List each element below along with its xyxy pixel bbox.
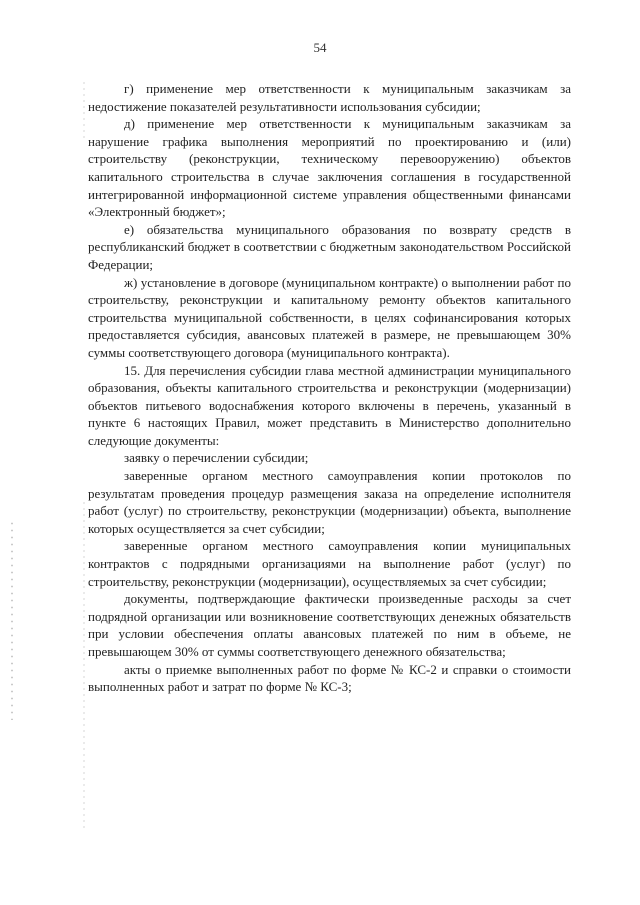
paragraph-g: г) применение мер ответственности к муниципальным заказчикам за недостижение показателей результативности использования субсидии; [88, 81, 571, 114]
list-item-expense-documents: документы, подтверждающие фактически произведенные расходы за счет подрядной организации или возникновение соответствующих денежных обязательств при условии обеспечения оплаты авансовых платежей по ним в объеме, не превышающем 30% от суммы соответствующего денежного обязательства; [88, 591, 571, 659]
page-number: 54 [313, 40, 327, 55]
list-item-contracts: заверенные органом местного самоуправления копии муниципальных контрактов с подрядными организациями на выполнение работ (услуг) по строительству, реконструкции (модернизации), осуществляемых за счет субсидии; [88, 538, 571, 589]
list-item-application: заявку о перечислении субсидии; [124, 450, 309, 466]
paragraph-15: 15. Для перечисления субсидии глава местной администрации муниципального образования, объекты капитального строительства и реконструкции (модернизации) объектов питьевого водоснабжения которого включены в перечень, указанный в пункте 6 настоящих Правил, может представить в Министерство дополнительно следующие документы: [88, 362, 571, 448]
scan-noise [82, 500, 86, 830]
scan-noise [82, 80, 86, 140]
scan-noise [10, 520, 14, 720]
paragraph-e: е) обязательства муниципального образования по возврату средств в республиканский бюджет в соответствии с бюджетным законодательством Российской Федерации; [88, 221, 571, 272]
list-item-acceptance-acts: акты о приемке выполненных работ по форме № КС-2 и справки о стоимости выполненных работ и затрат по форме № КС-3; [88, 661, 571, 695]
paragraph-zh: ж) установление в договоре (муниципальном контракте) о выполнении работ по строительству, реконструкции и капитальному ремонту объектов капитального строительства муниципальной собственности, в целях софинансирования которых предоставляется субсидия, авансовых платежей в размере, не превышающем 30% суммы соответствующего договора (муниципального контракта). [88, 274, 571, 360]
list-item-protocols: заверенные органом местного самоуправления копии протоколов по результатам проведения процедур размещения заказа на определение исполнителя работ (услуг) по строительству, реконструкции (модернизации) объекта, выполнение которых осуществляется за счет субсидии; [88, 468, 571, 536]
paragraph-d: д) применение мер ответственности к муниципальным заказчикам за нарушение графика выполнения мероприятий по проектированию и (или) строительству (реконструкции, техническому перевооружению) объектов капитального строительства в случае заключения соглашения в государственной интегрированной информационной системе управления общественными финансами «Электронный бюджет»; [88, 116, 571, 220]
document-body [88, 80, 571, 696]
